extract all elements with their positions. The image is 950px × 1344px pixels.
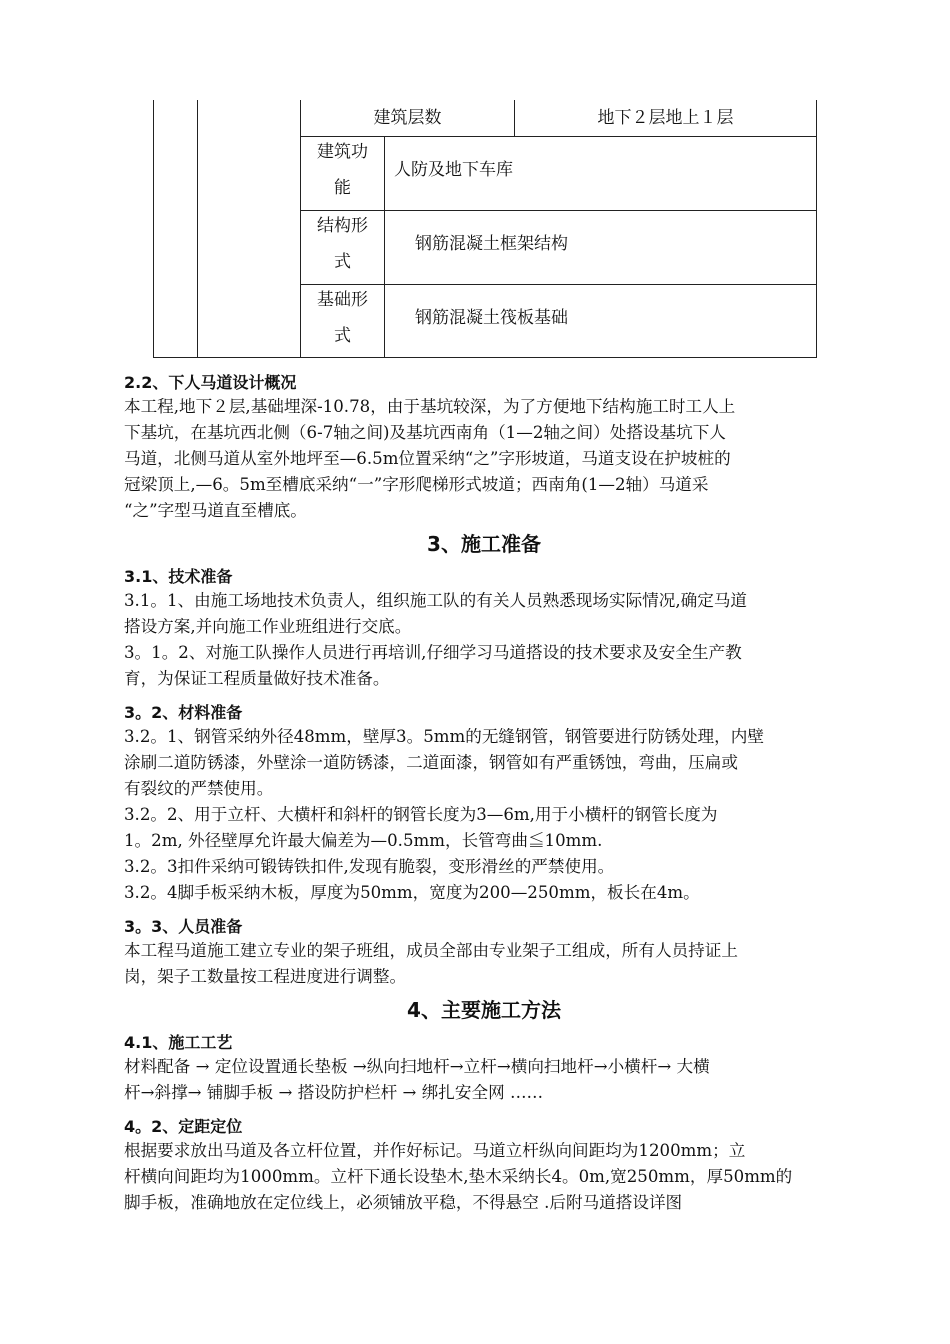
paragraph-line: 材料配备 → 定位设置通长垫板 →纵向扫地杆→立杆→横向扫地杆→小横杆→ 大横 [124, 1057, 710, 1076]
table-cell-value: 人防及地下车库 [394, 160, 513, 180]
paragraph-line: 脚手板，准确地放在定位线上，必须铺放平稳，不得悬空 .后附马道搭设详图 [124, 1193, 683, 1212]
paragraph-line: 育，为保证工程质量做好技术准备。 [124, 669, 390, 688]
paragraph-line: 冠梁顶上,—6。5m至槽底采纳“一”字形爬梯形式坡道；西南角(1—2轴）马道采 [124, 475, 709, 494]
paragraph-line: “之”字型马道直至槽底。 [124, 501, 307, 520]
section-heading: 2.2、下人马道设计概况 [124, 373, 297, 392]
paragraph-line: 1。2m, 外径壁厚允许最大偏差为—0.5mm，长管弯曲≦10mm. [124, 831, 603, 850]
table-border-left [153, 100, 154, 358]
paragraph-line: 下基坑，在基坑西北侧（6-7轴之间)及基坑西南角（1—2轴之间）处搭设基坑下人 [124, 423, 726, 442]
chapter-heading: 3、施工准备 [427, 532, 541, 556]
paragraph-line: 3.2。4脚手板采纳木板，厚度为50mm，宽度为200—250mm，板长在4m。 [124, 883, 700, 902]
paragraph-line: 涂刷二道防锈漆，外壁涂一道防锈漆，二道面漆，钢管如有严重锈蚀，弯曲，压扁或 [124, 753, 738, 772]
paragraph-line: 3.2。1、钢管采纳外径48mm，壁厚3。5mm的无缝钢管，钢管要进行防锈处理，内壁 [124, 727, 764, 746]
section-heading: 3。3、人员准备 [124, 917, 243, 936]
table-border-right [816, 100, 817, 358]
table-cell-label: 式 [334, 326, 351, 346]
paragraph-line: 有裂纹的严禁使用。 [124, 779, 274, 798]
paragraph-line: 3。1。2、对施工队操作人员进行再培训,仔细学习马道搭设的技术要求及安全生产教 [124, 643, 742, 662]
paragraph-line: 本工程马道施工建立专业的架子班组，成员全部由专业架子工组成，所有人员持证上 [124, 941, 738, 960]
table-divider [384, 136, 385, 358]
paragraph-line: 3.2。2、用于立杆、大横杆和斜杆的钢管长度为3—6m,用于小横杆的钢管长度为 [124, 805, 718, 824]
table-cell-label: 建筑功 [317, 142, 368, 162]
table-cell-label: 结构形 [317, 216, 368, 236]
table-cell-value: 地下２层地上１层 [597, 108, 734, 128]
section-heading: 4.1、施工工艺 [124, 1033, 233, 1052]
document-body [124, 368, 844, 1216]
paragraph-line: 马道，北侧马道从室外地坪至—6.5m位置采纳“之”字形坡道，马道支设在护坡桩的 [124, 449, 731, 468]
section-heading: 4。2、定距定位 [124, 1117, 243, 1136]
paragraph-line: 搭设方案,并向施工作业班组进行交底。 [124, 617, 412, 636]
paragraph-line: 本工程,地下２层,基础埋深-10.78，由于基坑较深，为了方便地下结构施工时工人上 [124, 397, 736, 416]
table-border-bottom [153, 357, 817, 358]
table-cell-label: 式 [334, 252, 351, 272]
section-heading: 3.1、技术准备 [124, 567, 233, 586]
table-divider [197, 100, 198, 358]
table-cell-value: 钢筋混凝土筏板基础 [415, 308, 568, 328]
paragraph-line: 3.2。3扣件采纳可锻铸铁扣件,发现有脆裂，变形滑丝的严禁使用。 [124, 857, 615, 876]
table-cell-value: 钢筋混凝土框架结构 [415, 234, 568, 254]
table-cell-label: 能 [334, 178, 351, 198]
paragraph-line: 杆横向间距均为1000mm。立杆下通长设垫木,垫木采纳长4。0m,宽250mm，厚50mm的 [124, 1167, 793, 1186]
table-cell-label: 建筑层数 [373, 108, 442, 128]
paragraph-line: 3.1。1、由施工场地技术负责人，组织施工队的有关人员熟悉现场实际情况,确定马道 [124, 591, 748, 610]
building-info-table [153, 100, 817, 358]
table-cell-label: 基础形 [317, 290, 368, 310]
paragraph-line: 杆→斜撑→ 铺脚手板 → 搭设防护栏杆 → 绑扎安全网 …… [124, 1083, 544, 1102]
paragraph-line: 根据要求放出马道及各立杆位置，并作好标记。马道立杆纵向间距均为1200mm；立 [124, 1141, 746, 1160]
chapter-heading: 4、主要施工方法 [407, 998, 561, 1022]
section-heading: 3。2、材料准备 [124, 703, 243, 722]
paragraph-line: 岗，架子工数量按工程进度进行调整。 [124, 967, 407, 986]
